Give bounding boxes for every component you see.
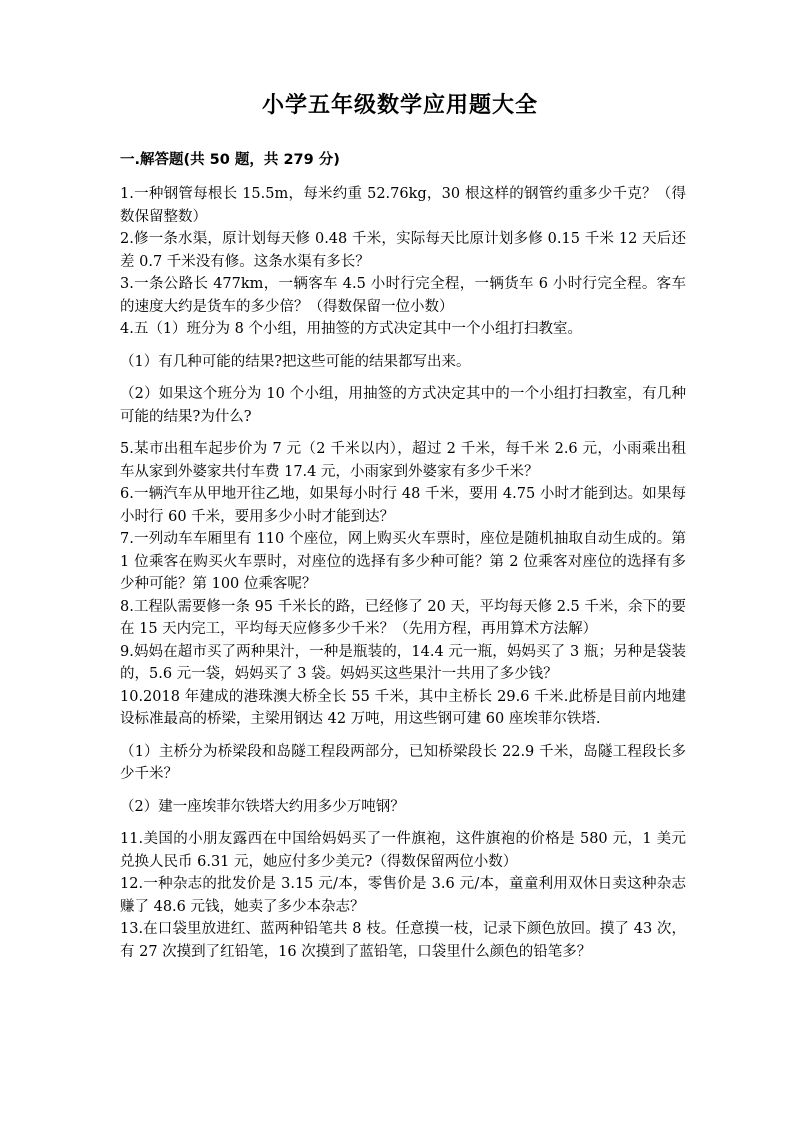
question-13: 13.在口袋里放进红、蓝两种铅笔共 8 枝。任意摸一枝，记录下颜色放回。摸了 43 次，有 27 次摸到了红铅笔，16 次摸到了蓝铅笔，口袋里什么颜色的铅笔多？ xyxy=(120,921,686,960)
question-10-part-1: （1）主桥分为桥梁段和岛隧工程段两部分，已知桥梁段长 22.9 千米，岛隧工程段长多少千米？ xyxy=(120,743,686,782)
question-11: 11.美国的小朋友露西在中国给妈妈买了一件旗袍，这件旗袍的价格是 580 元，1 美元兑换人民币 6.31 元，她应付多少美元?（得数保留两位小数） xyxy=(120,831,686,870)
question-6: 6.一辆汽车从甲地开往乙地，如果每小时行 48 千米，要用 4.75 小时才能到达。如果每小时行 60 千米，要用多少小时才能到达？ xyxy=(120,486,686,525)
question-7: 7.一列动车车厢里有 110 个座位，网上购买火车票时，座位是随机抽取自动生成的。第 1 位乘客在购买火车票时，对座位的选择有多少种可能？第 2 位乘客对座位的选择有多少种可能？第 100 位乘客呢？ xyxy=(120,531,686,592)
question-8: 8.工程队需要修一条 95 千米长的路，已经修了 20 天，平均每天修 2.5 千米，余下的要在 15 天内完工，平均每天应修多少千米？（先用方程，再用算术方法解） xyxy=(120,598,686,637)
question-5: 5.某市出租车起步价为 7 元（2 千米以内），超过 2 千米，每千米 2.6 元，小雨乘出租车从家到外婆家共付车费 17.4 元，小雨家到外婆家有多少千米？ xyxy=(120,441,686,480)
question-10-part-2: （2）建一座埃菲尔铁塔大约用多少万吨钢？ xyxy=(120,798,405,815)
questions-list xyxy=(120,183,686,963)
question-9: 9.妈妈在超市买了两种果汁，一种是瓶装的，14.4 元一瓶，妈妈买了 3 瓶；另种是袋装的，5.6 元一袋，妈妈买了 3 袋。妈妈买这些果汁一共用了多少钱？ xyxy=(120,643,686,682)
question-4-part-2: （2）如果这个班分为 10 个小组，用抽签的方式决定其中的一个小组打扫教室，有几种可能的结果?为什么? xyxy=(120,386,686,425)
question-2: 2.修一条水渠，原计划每天修 0.48 千米，实际每天比原计划多修 0.15 千米 12 天后还差 0.7 千米没有修。这条水渠有多长？ xyxy=(120,231,686,270)
question-4: 4.五（1）班分为 8 个小组，用抽签的方式决定其中一个小组打扫教室。 xyxy=(120,321,583,337)
question-3: 3.一条公路长 477km，一辆客车 4.5 小时行完全程，一辆货车 6 小时行完全程。客车的速度大约是货车的多少倍？（得数保留一位小数） xyxy=(120,276,686,315)
question-10: 10.2018 年建成的港珠澳大桥全长 55 千米，其中主桥长 29.6 千米.此桥是目前内地建设标准最高的桥梁，主梁用钢达 42 万吨，用这些钢可建 60 座埃菲尔铁塔. xyxy=(120,688,686,727)
question-4-part-1: （1）有几种可能的结果?把这些可能的结果都写出来。 xyxy=(120,353,471,370)
question-1: 1.一种钢管每根长 15.5m，每米约重 52.76kg，30 根这样的钢管约重多少千克？（得数保留整数） xyxy=(120,186,686,225)
document-title: 小学五年级数学应用题大全 xyxy=(261,93,538,118)
section-heading: 一.解答题(共 50 题，共 279 分) xyxy=(120,152,340,168)
question-12: 12.一种杂志的批发价是 3.15 元/本，零售价是 3.6 元/本，童童利用双休日卖这种杂志赚了 48.6 元钱，她卖了多少本杂志？ xyxy=(120,876,686,915)
